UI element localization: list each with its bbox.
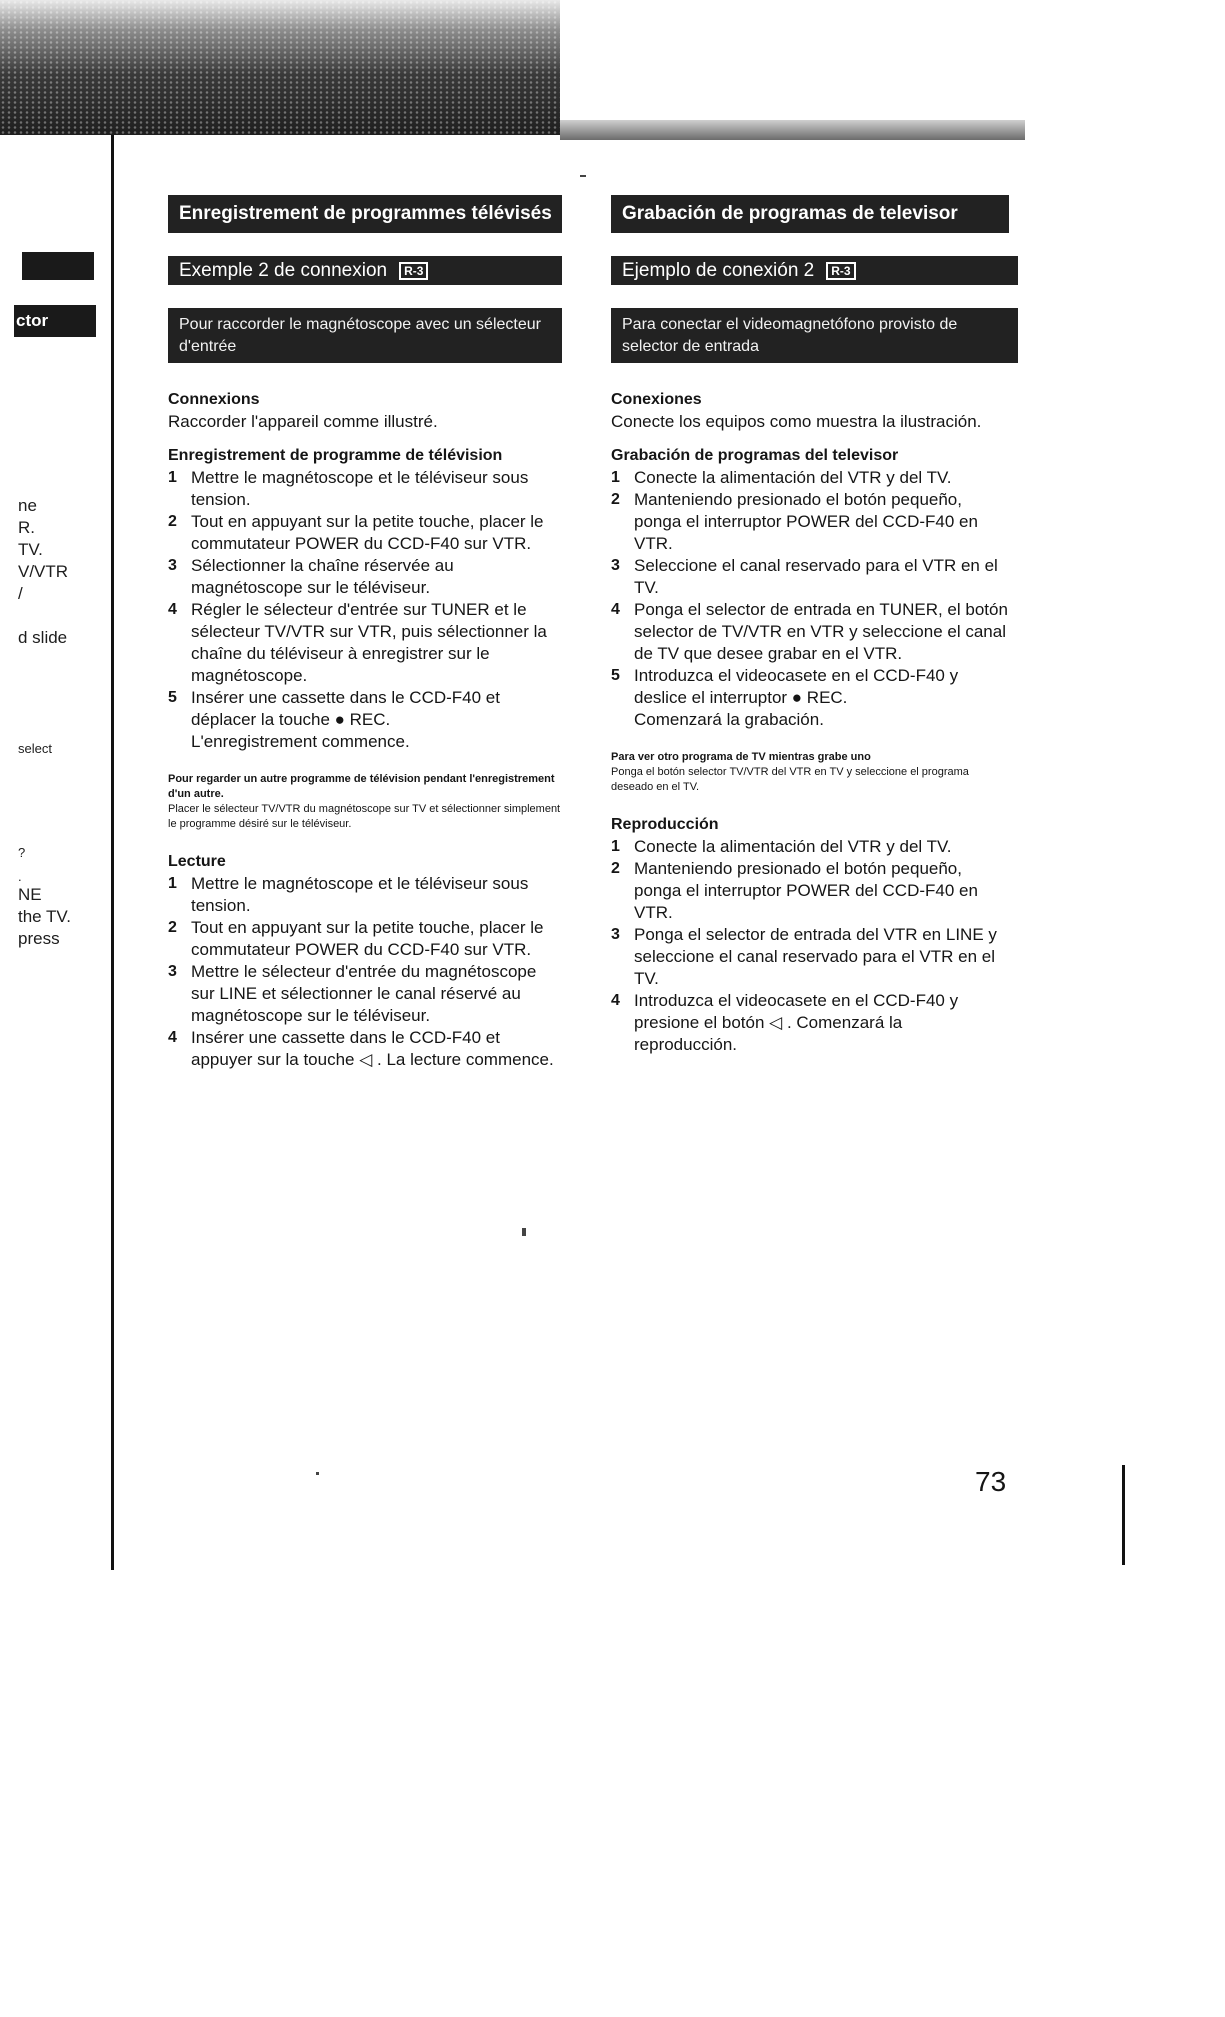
step-item — [168, 873, 562, 917]
previous-page-fragment: the TV. — [18, 907, 71, 926]
note-french — [168, 772, 562, 832]
step-item — [611, 858, 1009, 924]
step-text: Sélectionner la chaîne réservée au magnétoscope sur le téléviseur. — [191, 556, 454, 597]
section-title: Ejemplo de conexión 2 — [622, 260, 815, 281]
step-number: 3 — [611, 926, 620, 943]
step-number: 1 — [168, 469, 177, 486]
step-text: Insérer une cassette dans le CCD-F40 et appuyer sur la touche ◁ . La lecture commence. — [191, 1028, 554, 1069]
subsection-header-spanish: Para conectar el videomagnetófono provisto de selector de entrada — [611, 308, 1018, 363]
playback-steps — [168, 873, 562, 1071]
previous-page-fragment: NE — [18, 885, 42, 904]
step-text: Tout en appuyant sur la petite touche, placer le commutateur POWER du CCD-F40 sur VTR. — [191, 918, 544, 959]
recording-heading: Enregistrement de programme de télévision — [168, 447, 503, 464]
note-text: Ponga el botón selector TV/VTR del VTR en TV y seleccione el programa deseado en el TV. — [611, 766, 969, 793]
step-number: 3 — [168, 963, 177, 980]
step-text: Conecte la alimentación del VTR y del TV. — [634, 837, 952, 856]
step-item — [611, 665, 1009, 731]
step-text: Tout en appuyant sur la petite touche, placer le commutateur POWER du CCD-F40 sur VTR. — [191, 512, 544, 553]
step-text: Ponga el selector de entrada del VTR en LINE y seleccione el canal reservado para el VTR en el TV. — [634, 925, 997, 988]
step-text: Manteniendo presionado el botón pequeño, ponga el interruptor POWER del CCD-F40 en VTR. — [634, 859, 978, 922]
previous-page-fragment: ne — [18, 496, 37, 515]
previous-page-tab: ctor — [14, 305, 96, 337]
right-edge-line — [1122, 1465, 1125, 1565]
step-number: 3 — [611, 557, 620, 574]
step-number: 5 — [168, 689, 177, 706]
step-text: Ponga el selector de entrada en TUNER, el botón selector de TV/VTR en VTR y seleccione el canal de TV que desee grabar en el VTR. — [634, 600, 1008, 663]
step-item — [611, 924, 1009, 990]
recording-heading: Grabación de programas del televisor — [611, 447, 899, 464]
step-text: Introduzca el videocasete en el CCD-F40 y presione el botón ◁ . Comenzará la reproducción. — [634, 991, 959, 1054]
step-number: 4 — [611, 601, 620, 618]
step-number: 2 — [611, 491, 620, 508]
connections-text: Raccorder l'appareil comme illustré. — [168, 412, 438, 431]
note-spanish — [611, 750, 1009, 795]
step-number: 4 — [611, 992, 620, 1009]
step-text: Mettre le sélecteur d'entrée du magnétoscope sur LINE et sélectionner le canal réservé au magnétoscope sur le téléviseur. — [191, 962, 537, 1025]
step-item — [611, 489, 1009, 555]
page-title-spanish: Grabación de programas de televisor — [611, 195, 1009, 233]
connections-heading: Connexions — [168, 391, 260, 408]
note-title: Pour regarder un autre programme de télévision pendant l'enregistrement d'un autre. — [168, 773, 555, 800]
page-title-french: Enregistrement de programmes télévisés — [168, 195, 562, 233]
scan-speck — [522, 1228, 526, 1236]
french-body — [168, 389, 562, 1071]
connections-heading: Conexiones — [611, 391, 702, 408]
step-number: 1 — [611, 469, 620, 486]
step-item — [168, 917, 562, 961]
scan-speck — [316, 1472, 319, 1475]
step-item — [611, 467, 1009, 489]
step-text: Seleccione el canal reservado para el VTR en el TV. — [634, 556, 998, 597]
previous-page-fragment: . — [18, 869, 22, 884]
connections-text: Conecte los equipos como muestra la ilustración. — [611, 412, 982, 431]
step-number: 1 — [168, 875, 177, 892]
previous-page-block — [22, 252, 94, 280]
step-result: Comenzará la grabación. — [634, 710, 824, 729]
spanish-body — [611, 389, 1009, 1056]
step-item — [168, 599, 562, 687]
step-text: Conecte la alimentación del VTR y del TV. — [634, 468, 952, 487]
step-item — [168, 467, 562, 511]
section-header-spanish — [611, 256, 1018, 285]
step-text: Manteniendo presionado el botón pequeño, ponga el interruptor POWER del CCD-F40 en VTR. — [634, 490, 978, 553]
previous-page-fragment: / — [18, 584, 23, 603]
recording-steps — [611, 467, 1009, 731]
step-text: Insérer une cassette dans le CCD-F40 et déplacer la touche ● REC. — [191, 688, 500, 729]
subsection-header-french: Pour raccorder le magnétoscope avec un sélecteur d'entrée — [168, 308, 562, 363]
step-number: 4 — [168, 1029, 177, 1046]
previous-page-fragment: press — [18, 929, 60, 948]
step-number: 2 — [611, 860, 620, 877]
note-title: Para ver otro programa de TV mientras grabe uno — [611, 751, 871, 763]
step-text: Régler le sélecteur d'entrée sur TUNER et le sélecteur TV/VTR sur VTR, puis sélectionner la chaîne du téléviseur à enregistrer sur le magnétoscope. — [191, 600, 547, 685]
step-number: 3 — [168, 557, 177, 574]
section-title: Exemple 2 de connexion — [179, 260, 388, 281]
note-text: Placer le sélecteur TV/VTR du magnétoscope sur TV et sélectionner simplement le programme désiré sur le téléviseur. — [168, 803, 561, 830]
previous-page-fragment: V/VTR — [18, 562, 69, 581]
scan-artifact-strip — [560, 120, 1025, 140]
previous-page-edge — [0, 0, 112, 2017]
recording-steps — [168, 467, 562, 753]
step-text: Mettre le magnétoscope et le téléviseur sous tension. — [191, 468, 529, 509]
playback-heading: Reproducción — [611, 816, 719, 833]
page-number: 73 — [975, 1466, 1007, 1497]
step-result: L'enregistrement commence. — [191, 732, 410, 751]
step-number: 1 — [611, 838, 620, 855]
step-item — [611, 555, 1009, 599]
previous-page-fragment: select — [18, 741, 52, 756]
step-item — [168, 687, 562, 753]
step-item — [168, 1027, 562, 1071]
scan-speck — [580, 175, 586, 177]
step-item — [611, 599, 1009, 665]
previous-page-fragment: R. — [18, 518, 35, 537]
step-text: Introduzca el videocasete en el CCD-F40 y deslice el interruptor ● REC. — [634, 666, 959, 707]
step-number: 2 — [168, 513, 177, 530]
section-header-french — [168, 256, 562, 285]
step-number: 2 — [168, 919, 177, 936]
step-item — [168, 961, 562, 1027]
step-item — [168, 555, 562, 599]
step-item — [168, 511, 562, 555]
figure-reference-badge: R-3 — [399, 262, 428, 280]
figure-reference-badge: R-3 — [826, 262, 855, 280]
step-text: Mettre le magnétoscope et le téléviseur sous tension. — [191, 874, 529, 915]
previous-page-fragment: d slide — [18, 628, 68, 647]
playback-steps — [611, 836, 1009, 1056]
previous-page-fragment: TV. — [18, 540, 43, 559]
previous-page-fragment: ? — [18, 845, 26, 860]
step-item — [611, 990, 1009, 1056]
step-item — [611, 836, 1009, 858]
step-number: 4 — [168, 601, 177, 618]
playback-heading: Lecture — [168, 853, 226, 870]
step-number: 5 — [611, 667, 620, 684]
